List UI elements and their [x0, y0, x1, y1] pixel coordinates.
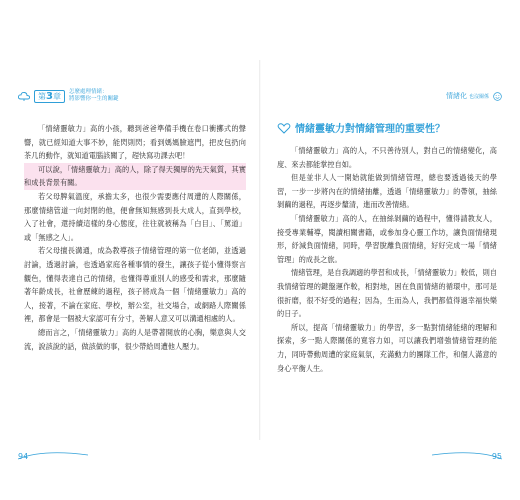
- smiley-icon: [493, 92, 502, 101]
- left-page: [18, 60, 253, 461]
- section-heading: [277, 120, 445, 135]
- left-paragraph-1: 「情緒靈敏力」高的小孩，聽到爸爸準備手機在卷口衝擲式的聲響，就已經知道大事不妙，能閃則閃；看到媽媽臉遮門，把皮包扔向茶几的動作，就知道電腦該關了，趕快寫功課去吧！: [24, 124, 246, 161]
- running-head-title: 情緒化: [445, 92, 467, 100]
- right-paragraph-2: 但是並非人人一開始就能做到情緒管理，總也要透過後天的學習，一步一步將內在的情緒抽離，透過「情緒靈敏力」的帶領，抽絲剝繭的過程，再逐步釐清，進而改善情緒。: [277, 173, 497, 210]
- left-page-swoosh-decoration: [18, 445, 88, 465]
- right-page: [267, 60, 502, 461]
- left-body-text: [24, 122, 246, 353]
- right-paragraph-4: 情緒管理，是自我調適的學習和成長，「情緒靈敏力」較低，則自我情緒管理的鍵盤運作較，相對地，困在負面情緒的循環中，那可是很折磨，很不好受的過程；因為，生而為人，我們都值得過幸福快樂的日子。: [277, 268, 497, 319]
- right-paragraph-5: 所以，提高「情緒靈敏力」的學習，多一點對情緒能緒的理解和探索，多一點人際關係的寬容力如，可以讓我們增強情緒管理的能力，同時帶動周遭的家庭氣氛，充滿動力的團隊工作，和個人滿意的身心平衡人生。: [277, 322, 497, 373]
- chapter-number: 3: [46, 90, 53, 102]
- chapter-badge: [34, 90, 65, 103]
- left-paragraph-4: 若父母擅長溝通，成為教導孩子情緒管理的第一位老師，並透過討論，透過討論，也透過家庭各種事情的發生，讓孩子從小懂得察言觀色，懂得表達自己的情緒，也懂得尊重別人的感受和需求，那麼隨著年齡成長，社會歷練的過程，孩子將成為一個「情緒靈敏力」高的人，接著，不論在家庭、學校，辦公室，社交場合，或網路人際關係裡，都會是一個被大家認可有分寸，善解人意又可以溝通相處的人。: [24, 246, 246, 324]
- book-gutter: [259, 60, 261, 440]
- chapter-suffix: 章: [52, 91, 61, 101]
- chapter-header: [18, 88, 118, 104]
- right-page-number: 95: [491, 452, 502, 461]
- right-paragraph-1: 「情緒靈敏力」高的人，不只善待別人，對自己的情緒變化，高度、來去都能掌控自如。: [277, 146, 497, 169]
- running-head: [446, 88, 502, 104]
- left-paragraph-3: 若父母脾氣溫度，承擔太多，也很少需要應付周遭的人際關係，那麼情緒管道一向封閉的他，便會無知無感到長大成人，直到學校，入了社會，還持續這樣的身心態度，往往就被稱為「白目」、「罵道」或「無感之人」。: [24, 191, 246, 242]
- right-body-text: [277, 144, 497, 375]
- heart-hands-icon: [277, 122, 291, 134]
- left-paragraph-2: 可以說，「情緒靈敏力」高的人，除了得天獨厚的先天氣質，其實和成長背景有關。: [24, 163, 246, 190]
- cloud-icon: [18, 91, 30, 101]
- left-paragraph-5: 總而言之，「情緒靈敏力」高的人是帶著開放的心胸，樂意與人交流，說該說的話，做該做的事，很少帶給周遭他人壓力。: [24, 327, 246, 351]
- chapter-subtitle-line2: 將影響你一生的關鍵: [68, 96, 119, 102]
- chapter-subtitle: [69, 89, 119, 103]
- section-heading-text: 情緒靈敏力對情緒管理的重要性？: [295, 124, 445, 135]
- chapter-subtitle-line1: 怎麼處理情緒：: [68, 89, 108, 95]
- right-paragraph-3: 「情緒靈敏力」高的人，在抽絲剝繭的過程中，懂得請教友人，接受專業輔導，閱讀相關書籍，或參加身心靈工作坊，讓負面情緒現形，紓減負面情緒，同時，學習脫離負面情緒，好好完成一場「情緒管理」的成長之旅。: [277, 213, 497, 264]
- running-head-subtitle: 也沒關係: [468, 93, 489, 100]
- chapter-prefix: 第: [38, 91, 46, 101]
- left-page-number: 94: [18, 452, 29, 461]
